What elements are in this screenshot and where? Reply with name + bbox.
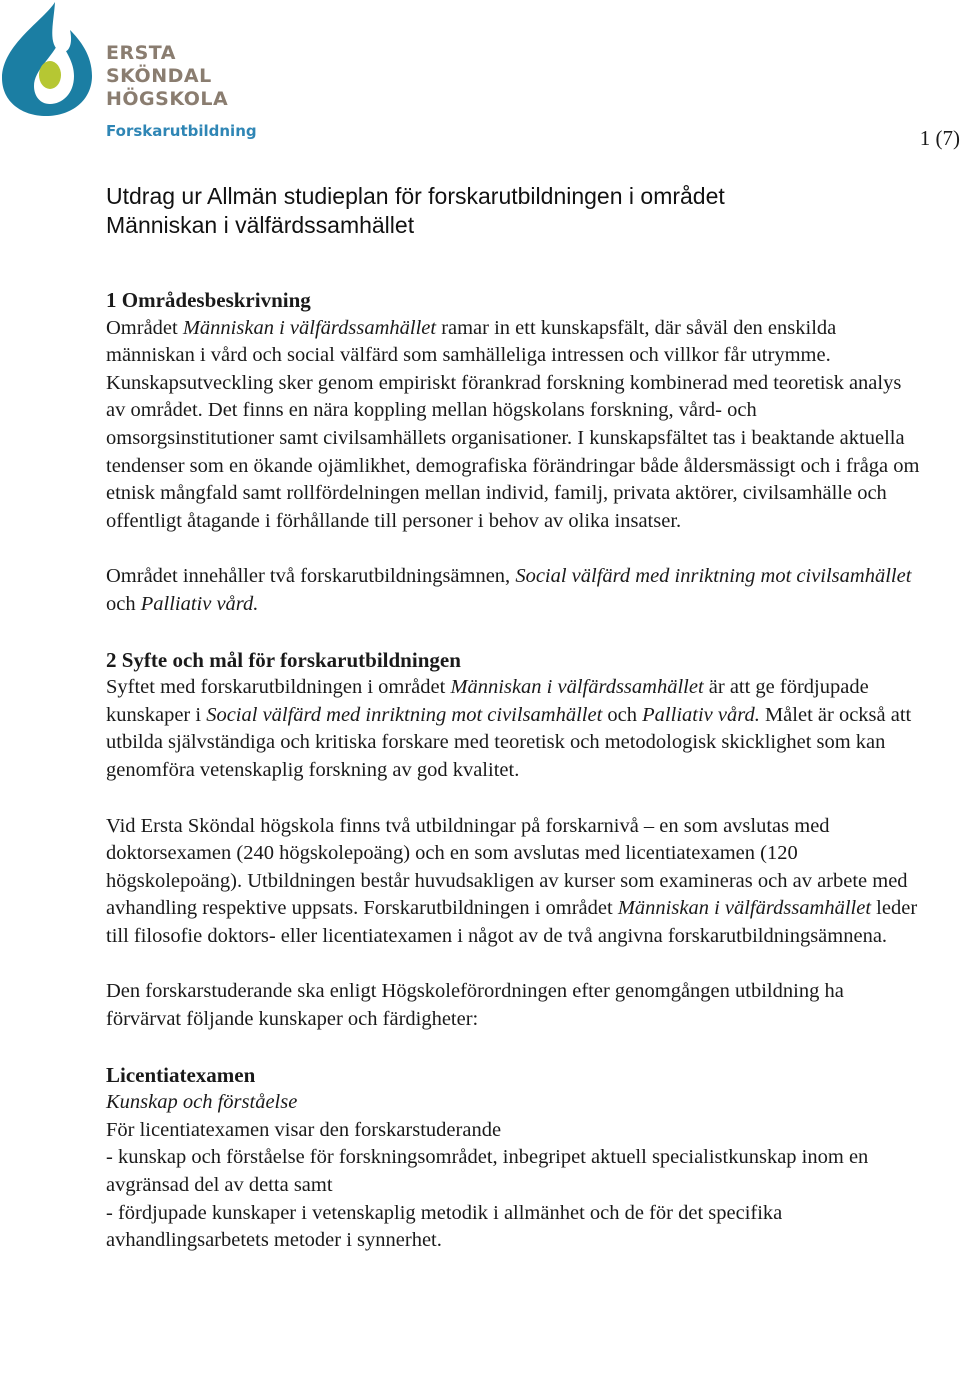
logo-line-1: ERSTA [106, 42, 176, 64]
document-title [106, 182, 921, 240]
section-2-paragraph-2: Vid Ersta Sköndal högskola finns två utbildningar på forskarnivå – en som avslutas med doktorsexamen (240 högskolepoäng) och en som avslutas med licentiatexamen (120 högskolepoäng). Utbildningen består huvudsakligen av kurser som examineras och av arbete med avhandling respektive uppsats. Forskarutbildningen i området Människan i välfärdssamhället leder till filosofie doktors- eller licentiatexamen i något av de två angivna forskarutbildningsämnena. [106, 814, 918, 947]
title-line-1: Utdrag ur Allmän studieplan för forskarutbildningen i området [106, 183, 725, 209]
document-body [106, 182, 921, 1255]
section-2-heading: 2 Syfte och mål för forskarutbildningen [106, 647, 461, 672]
logo-line-3: HÖGSKOLA [106, 88, 229, 110]
licentiate-subheading: Kunskap och förståelse [106, 1091, 298, 1114]
page-number: 1 (7) [919, 126, 960, 150]
title-line-2: Människan i välfärdssamhället [106, 212, 415, 238]
section-2-paragraph-3: Den forskarstuderande ska enligt Högskoleförordningen efter genomgången utbildning ha förvärvat följande kunskaper och färdigheter: [106, 980, 844, 1031]
drop-logo-icon [0, 0, 100, 120]
licentiate-item-1: - kunskap och förståelse för forskningsområdet, inbegripet aktuell specialistkunskap inom en avgränsad del av detta samt [106, 1146, 869, 1197]
section-2-paragraph-1: Syftet med forskarutbildningen i området Människan i välfärdssamhället är att ge fördjupade kunskaper i Social välfärd med inriktning mot civilsamhället och Palliativ vård. Målet är också att utbilda självständiga och kritiska forskare med teoretisk och metodologisk skicklighet som kan genomföra vetenskaplig forskning av god kvalitet. [106, 676, 912, 781]
licentiate-heading: Licentiatexamen [106, 1062, 256, 1087]
ersta-skondal-logo [0, 0, 257, 150]
licentiate-item-2: - fördjupade kunskaper i vetenskaplig metodik i allmänhet och de för det specifika avhandlingsarbetets metoder i synnerhet. [106, 1201, 783, 1252]
section-1-heading: 1 Områdesbeskrivning [106, 288, 311, 312]
logo-wordmark [106, 42, 228, 111]
licentiate-intro: För licentiatexamen visar den forskarstuderande [106, 1118, 502, 1141]
section-1-paragraph-2: Området innehåller två forskarutbildningsämnen, Social välfärd med inriktning mot civilsamhället och Palliativ vård. [106, 565, 912, 615]
logo-line-2: SKÖNDAL [106, 65, 212, 87]
logo-subtitle: Forskarutbildning [106, 122, 257, 140]
section-1-paragraph-1: Området Människan i välfärdssamhället ramar in ett kunskapsfält, där såväl den enskilda människan i vård och social välfärd som samhälleliga intressen och villkor får utrymme. Kunskapsutveckling sker genom empiriskt förankrad forskning kombinerad med teoretisk analys av området. Det finns en nära koppling mellan högskolans forskning, vård- och omsorgsinstitutioner samt civilsamhällets organisationer. I kunskapsfältet tas i beaktande aktuella tendenser som en ökande ojämlikhet, demografiska förändringar både åldersmässigt och i fråga om etnisk mångfald samt rollfördelningen mellan individ, familj, privata aktörer, civilsamhälle och offentligt åtagande i förhållande till personer i behov av olika insatser. [106, 316, 920, 532]
